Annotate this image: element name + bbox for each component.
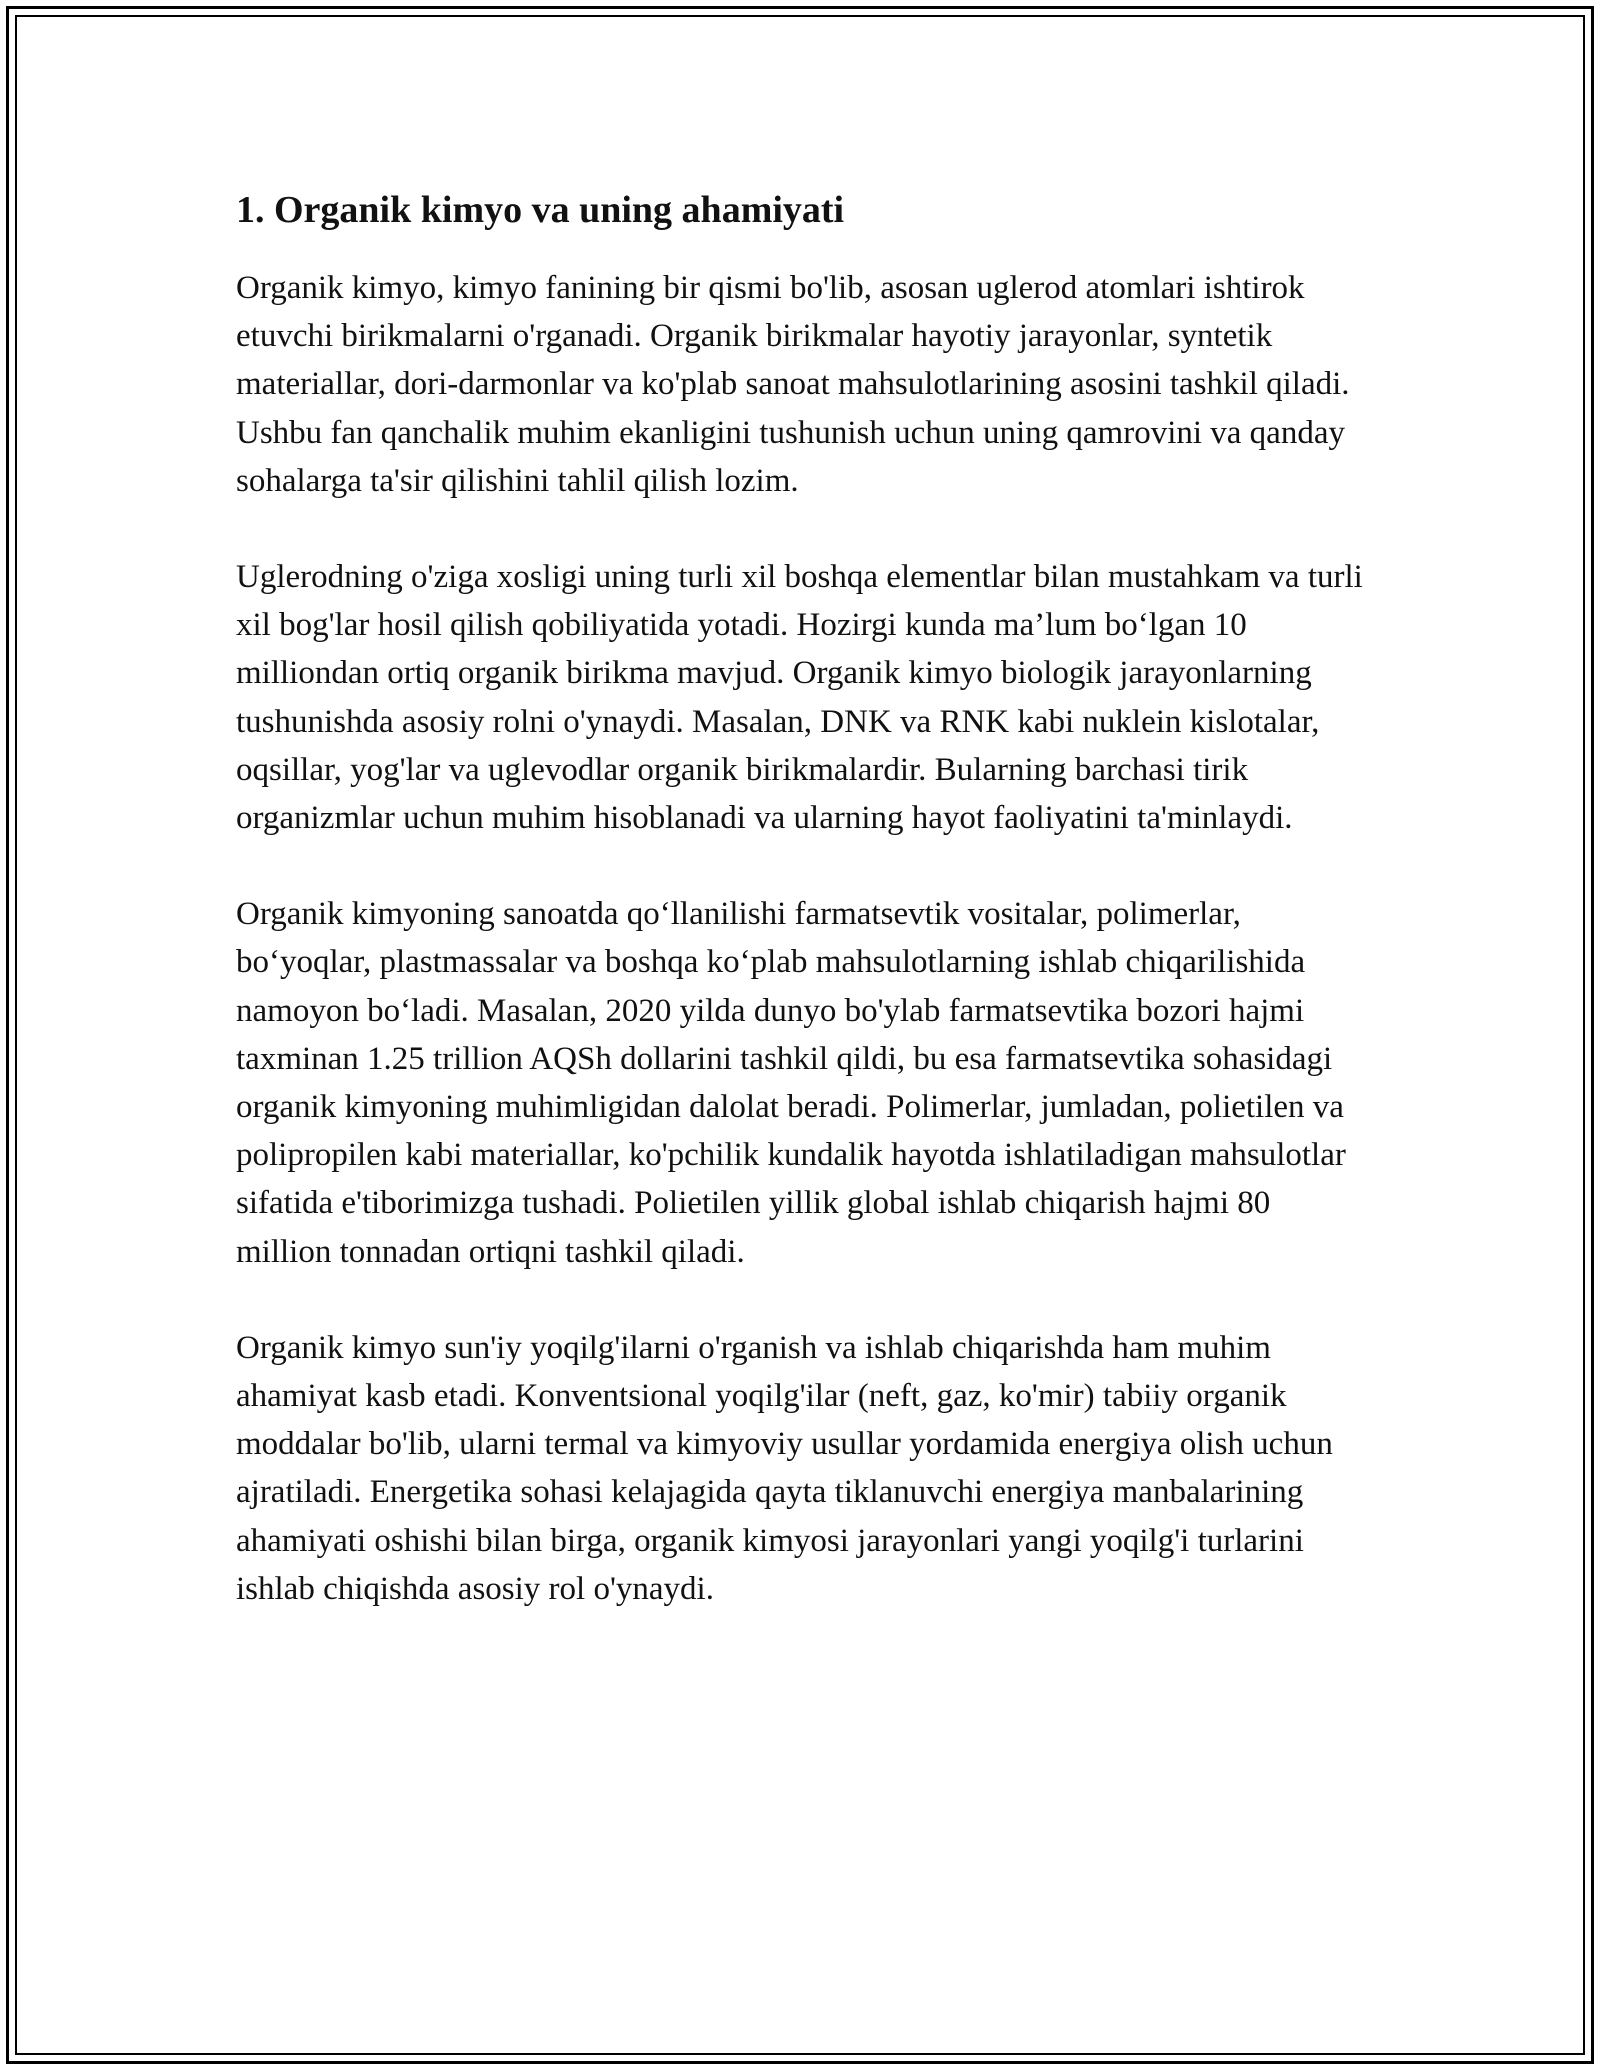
document-body	[236, 186, 1366, 1661]
section-heading: 1. Organik kimyo va uning ahamiyati	[236, 189, 845, 231]
paragraph-intro: Organik kimyo, kimyo fanining bir qismi bo'lib, asosan uglerod atomlari ishtirok etuvchi birikmalarni o'rganadi. Organik birikmalar hayotiy jarayonlar, syntetik materiallar, dori-darmonlar va ko'plab sanoat mahsulotlarining asosini tashkil qiladi. Ushbu fan qanchalik muhim ekanligini tushunish uchun uning qamrovini va qanday sohalarga ta'sir qilishini tahlil qilish lozim.	[236, 270, 1350, 499]
paragraph-fuels: Organik kimyo sun'iy yoqilg'ilarni o'rganish va ishlab chiqarishda ham muhim ahamiyat kasb etadi. Konventsional yoqilg'ilar (neft, gaz, ko'mir) tabiiy organik moddalar bo'lib, ularni termal va kimyoviy usullar yordamida energiya olish uchun ajratiladi. Energetika sohasi kelajagida qayta tiklanuvchi energiya manbalarining ahamiyati oshishi bilan birga, organik kimyosi jarayonlari yangi yoqilg'i turlarini ishlab chiqishda asosiy rol o'ynaydi.	[236, 1329, 1333, 1607]
paragraph-carbon: Uglerodning o'ziga xosligi uning turli xil boshqa elementlar bilan mustahkam va turli xil bog'lar hosil qilish qobiliyatida yotadi. Hozirgi kunda ma’lum bo‘lgan 10 milliondan ortiq organik birikma mavjud. Organik kimyo biologik jarayonlarning tushunishda asosiy rolni o'ynaydi. Masalan, DNK va RNK kabi nuklein kislotalar, oqsillar, yog'lar va uglevodlar organik birikmalardir. Bularning barchasi tirik organizmlar uchun muhim hisoblanadi va ularning hayot faoliyatini ta'minlaydi.	[236, 559, 1363, 837]
paragraph-industry: Organik kimyoning sanoatda qo‘llanilishi farmatsevtik vositalar, polimerlar, bo‘yoqlar, plastmassalar va boshqa ko‘plab mahsulotlarning ishlab chiqarilishida namoyon bo‘ladi. Masalan, 2020 yilda dunyo bo'ylab farmatsevtika bozori hajmi taxminan 1.25 trillion AQSh dollarini tashkil qildi, bu esa farmatsevtika sohasidagi organik kimyoning muhimligidan dalolat beradi. Polimerlar, jumladan, polietilen va polipropilen kabi materiallar, ko'pchilik kundalik hayotda ishlatiladigan mahsulotlar sifatida e'tiborimizga tushadi. Polietilen yillik global ishlab chiqarish hajmi 80 million tonnadan ortiqni tashkil qiladi.	[236, 896, 1346, 1270]
